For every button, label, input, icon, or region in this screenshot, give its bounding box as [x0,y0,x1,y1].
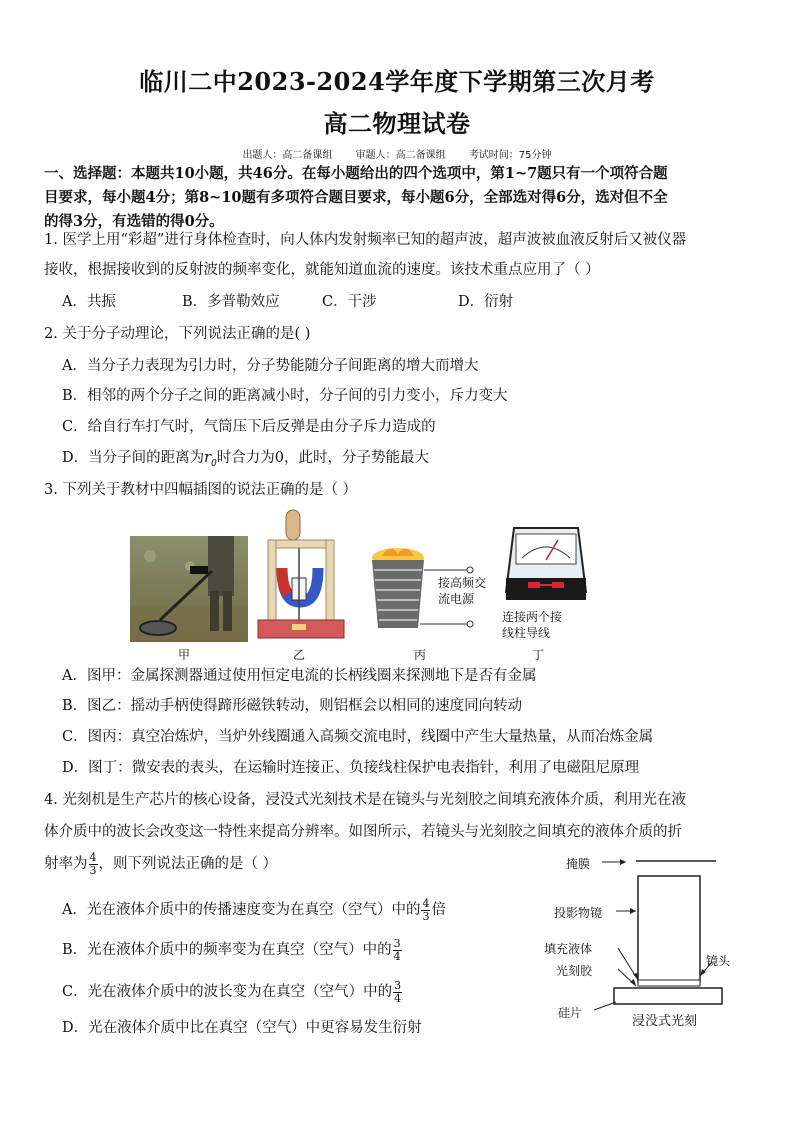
q4-option-d: D．光在液体介质中比在真空（空气）中更容易发生衍射 [62,1020,422,1036]
label-lens: 镜头 [706,954,731,968]
label-wafer: 硅片 [558,1006,583,1020]
q2-stem: 2. 关于分子动理论，下列说法正确的是( ) [44,326,311,342]
q4-stem-line1: 4. 光刻机是生产芯片的核心设备，浸没式光刻技术是在镜头与光刻胶之间填充液体介质，利用光在液 [44,792,686,808]
figure-ding-caption: 丁 [532,648,545,662]
ding-label-line1: 连接两个接 [502,610,563,624]
reviewer-info: 审题人：高二备课组 [355,150,446,161]
figure-yi-caption: 乙 [293,648,306,662]
q1-option-d: D．衍射 [458,294,514,310]
q4-a-fraction: $\frac{4}{3}$ [422,896,430,923]
q2-option-b: B．相邻的两个分子之间的距离减小时，分子间的引力变小，斥力变大 [62,388,508,404]
exam-meta [0,146,794,161]
q3-stem: 3. 下列关于教材中四幅插图的说法正确的是（ ） [44,482,358,498]
author-info: 出题人：高二备课组 [242,150,333,161]
q3-option-c: C．图丙：真空冶炼炉，当炉外线圈通入高频交流电时，线圈中产生大量热量，从而冶炼金属 [62,729,654,745]
exam-subtitle: 高二物理试卷 [323,109,471,138]
figure-bing-caption: 丙 [414,648,427,662]
bing-label-line2: 流电源 [438,592,475,606]
bing-label-line1: 接高频交 [438,576,487,590]
q4-c-fraction: $\frac{3}{4}$ [394,978,402,1005]
q3-option-a: A．图甲：金属探测器通过使用恒定电流的长柄线圈来探测地下是否有金属 [62,668,537,684]
figure-jia-metal-detector [130,536,248,642]
q2-option-d: D．当分子间的距离为$r_0$时合力为0，此时，分子势能最大 [62,450,430,469]
q1-option-a: A．共振 [62,294,116,310]
exam-title: 临川二中2023-2024学年度下学期第三次月考 [139,67,655,96]
q4-option-b: B．光在液体介质中的频率变为在真空（空气）中的 $\frac{3}{4}$ [62,936,401,963]
q4-option-a: A．光在液体介质中的传播速度变为在真空（空气）中的 $\frac{4}{3}$ 倍 [62,896,446,923]
label-projection-lens: 投影物镜 [554,906,603,920]
q3-option-d: D．图丁：微安表的表头，在运输时连接正、负接线柱保护电表指针，利用了电磁阻尼原理 [62,760,640,776]
section-instructions: 一、选择题：本题共10小题，共46分。在每小题给出的四个选项中，第1~7题只有一个项符合题 目要求，每小题4分；第8~10题有多项符合题目要求，每小题6分，全部选对得6分，选对但不全 的得3分，有选错的得0分。 [44,165,668,230]
label-filling-liquid: 填充液体 [544,942,593,956]
q2-option-a: A．当分子力表现为引力时，分子势能随分子间距离的增大而增大 [62,358,479,374]
q3-option-b: B．图乙：摇动手柄使得蹄形磁铁转动，则铝框会以相同的速度同向转动 [62,698,523,714]
q1-option-c: C．干涉 [322,294,377,310]
ding-label-line2: 线柱导线 [502,626,551,640]
q1-stem-line1: 1. 医学上用“彩超”进行身体检查时，向人体内发射频率已知的超声波，超声波被血液反射后又被仪器 [44,232,687,248]
refractive-index-fraction: $\frac{4}{3}$ [89,850,97,877]
q4-stem-line3: 射率为 $\frac{4}{3}$ ，则下列说法正确的是（ ） [44,850,278,877]
q1-option-b: B．多普勒效应 [182,294,280,310]
q4-stem-line2: 体介质中的波长会改变这一特性来提高分辨率。如图所示，若镜头与光刻胶之间填充的液体介质的折 [44,824,682,840]
q4-option-c: C．光在液体介质中的波长变为在真空（空气）中的 $\frac{3}{4}$ [62,978,402,1005]
figure-jia-caption: 甲 [178,648,191,662]
q2-option-c: C．给自行车打气时，气筒压下后反弹是由分子斥力造成的 [62,419,436,435]
label-photoresist: 光刻胶 [556,964,593,978]
figure-yi-horseshoe-magnet [256,506,346,644]
figure-ding-microammeter [504,522,588,606]
time-info: 考试时间：75分钟 [468,150,552,161]
q4-b-fraction: $\frac{3}{4}$ [393,936,401,963]
r0-symbol: $r_0$ [204,450,217,469]
figure-lithography-caption: 浸没式光刻 [632,1014,698,1029]
q1-stem-line2: 接收，根据接收到的反射波的频率变化，就能知道血流的速度。该技术重点应用了（ ） [44,262,600,278]
label-mask: 掩膜 [566,857,591,871]
